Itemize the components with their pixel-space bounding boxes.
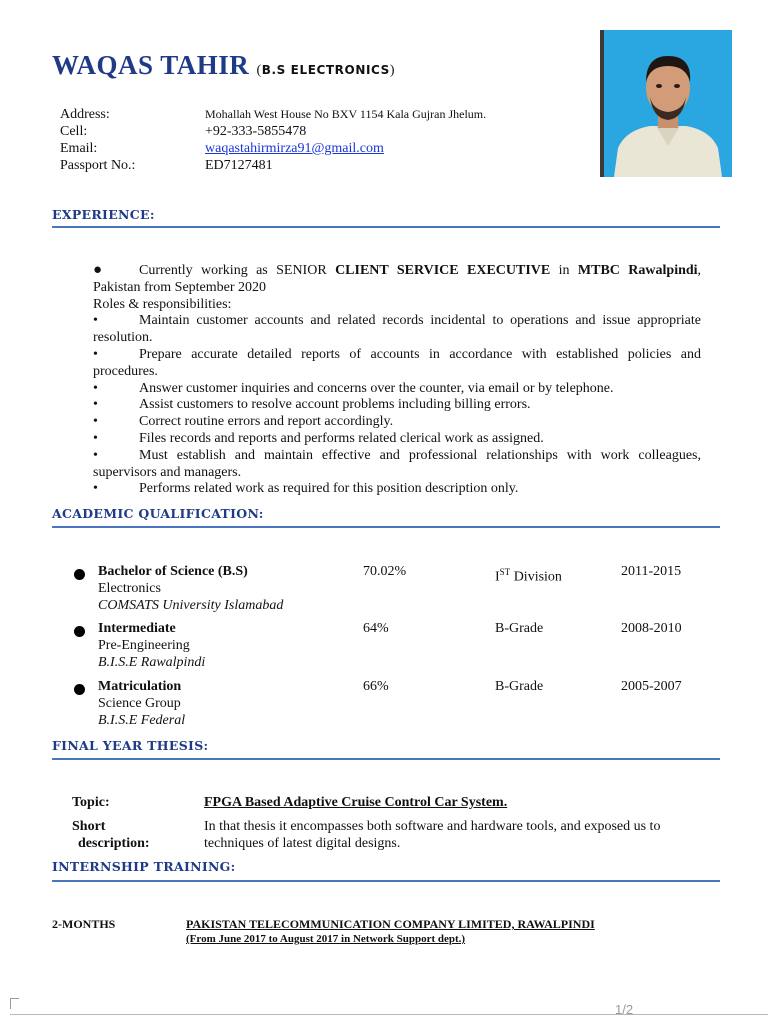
years-value: 2008-2010: [621, 621, 682, 636]
candidate-name: WAQAS TAHIR: [52, 50, 250, 80]
list-item: • Assist customers to resolve account problems including billing errors.: [93, 397, 531, 413]
internship-duration: 2-MONTHS: [52, 917, 116, 931]
internship-company: PAKISTAN TELECOMMUNICATION COMPANY LIMITED, RAWALPINDI: [186, 917, 595, 931]
person-portrait-icon: [604, 30, 732, 177]
topic-label: Topic:: [72, 795, 110, 810]
address-label: Address:: [60, 107, 110, 122]
description-label: Short description:: [72, 819, 150, 851]
page-edge-line: [10, 1014, 768, 1015]
experience-section: [93, 262, 701, 498]
experience-intro: ● Currently working as SENIOR CLIENT SERVICE EXECUTIVE in MTBC Rawalpindi, Pakistan from September 2020: [93, 262, 702, 295]
passport-value: ED7127481: [205, 158, 273, 173]
address-value: Mohallah West House No BXV 1154 Kala Gujran Jhelum.: [205, 107, 487, 121]
cell-label: Cell:: [60, 124, 88, 139]
section-divider: [52, 526, 720, 528]
thesis-heading: FINAL YEAR THESIS:: [52, 738, 209, 753]
score-value: 66%: [363, 679, 389, 694]
grade-value: B-Grade: [495, 621, 544, 636]
page-number: 1/2: [615, 1002, 634, 1017]
email-link[interactable]: waqastahirmirza91@gmail.com: [205, 141, 384, 156]
table-row: Intermediate Pre-Engineering B.I.S.E Rawalpindi: [98, 621, 206, 670]
bullet-icon: [74, 569, 85, 580]
degree-title: B.S ELECTRONICS: [261, 63, 390, 77]
passport-label: Passport No.:: [60, 158, 136, 173]
page-corner-marker: [10, 998, 19, 1009]
table-row: Bachelor of Science (B.S) Electronics COMSATS University Islamabad: [98, 564, 284, 613]
email-label: Email:: [60, 141, 98, 156]
internship-details: (From June 2017 to August 2017 in Network Support dept.): [186, 933, 466, 945]
cell-value: +92-333-5855478: [205, 124, 307, 139]
section-divider: [52, 226, 720, 228]
years-value: 2011-2015: [621, 564, 682, 579]
thesis-description: In that thesis it encompasses both software and hardware tools, and exposed us to techniques of latest digital designs.: [204, 819, 661, 851]
job-title: CLIENT SERVICE EXECUTIVE: [335, 263, 551, 278]
experience-heading: EXPERIENCE:: [52, 207, 155, 222]
profile-photo: [600, 30, 732, 177]
roles-title: Roles & responsibilities:: [93, 296, 232, 312]
list-item: • Prepare accurate detailed reports of accounts in accordance with established policies and procedures.: [93, 346, 701, 379]
bullet-icon: [74, 684, 85, 695]
bullet-icon: [74, 626, 85, 637]
list-item: • Maintain customer accounts and related records incidental to operations and issue appropriate resolution.: [93, 313, 701, 346]
list-item: • Correct routine errors and report accordingly.: [93, 414, 394, 430]
grade-value: IST Division: [495, 567, 562, 585]
thesis-topic: FPGA Based Adaptive Cruise Control Car System.: [204, 795, 508, 810]
score-value: 64%: [363, 621, 389, 636]
academic-heading: ACADEMIC QUALIFICATION:: [52, 506, 264, 521]
list-item: • Answer customer inquiries and concerns over the counter, via email or by telephone.: [93, 380, 614, 396]
company-name: MTBC Rawalpindi: [577, 263, 698, 278]
candidate-name-heading: WAQAS TAHIR (B.S ELECTRONICS): [52, 50, 396, 80]
score-value: 70.02%: [363, 564, 407, 579]
list-item: • Performs related work as required for this position description only.: [93, 481, 519, 497]
section-divider: [52, 758, 720, 760]
list-item: • Files records and reports and performs related clerical work as assigned.: [93, 430, 544, 446]
section-divider: [52, 880, 720, 882]
list-item: • Must establish and maintain effective and professional relationships with work colleagues, supervisors and managers.: [93, 447, 701, 480]
grade-value: B-Grade: [495, 679, 544, 694]
table-row: Matriculation Science Group B.I.S.E Federal: [98, 679, 186, 728]
years-value: 2005-2007: [621, 679, 682, 694]
internship-heading: INTERNSHIP TRAINING:: [52, 859, 236, 874]
